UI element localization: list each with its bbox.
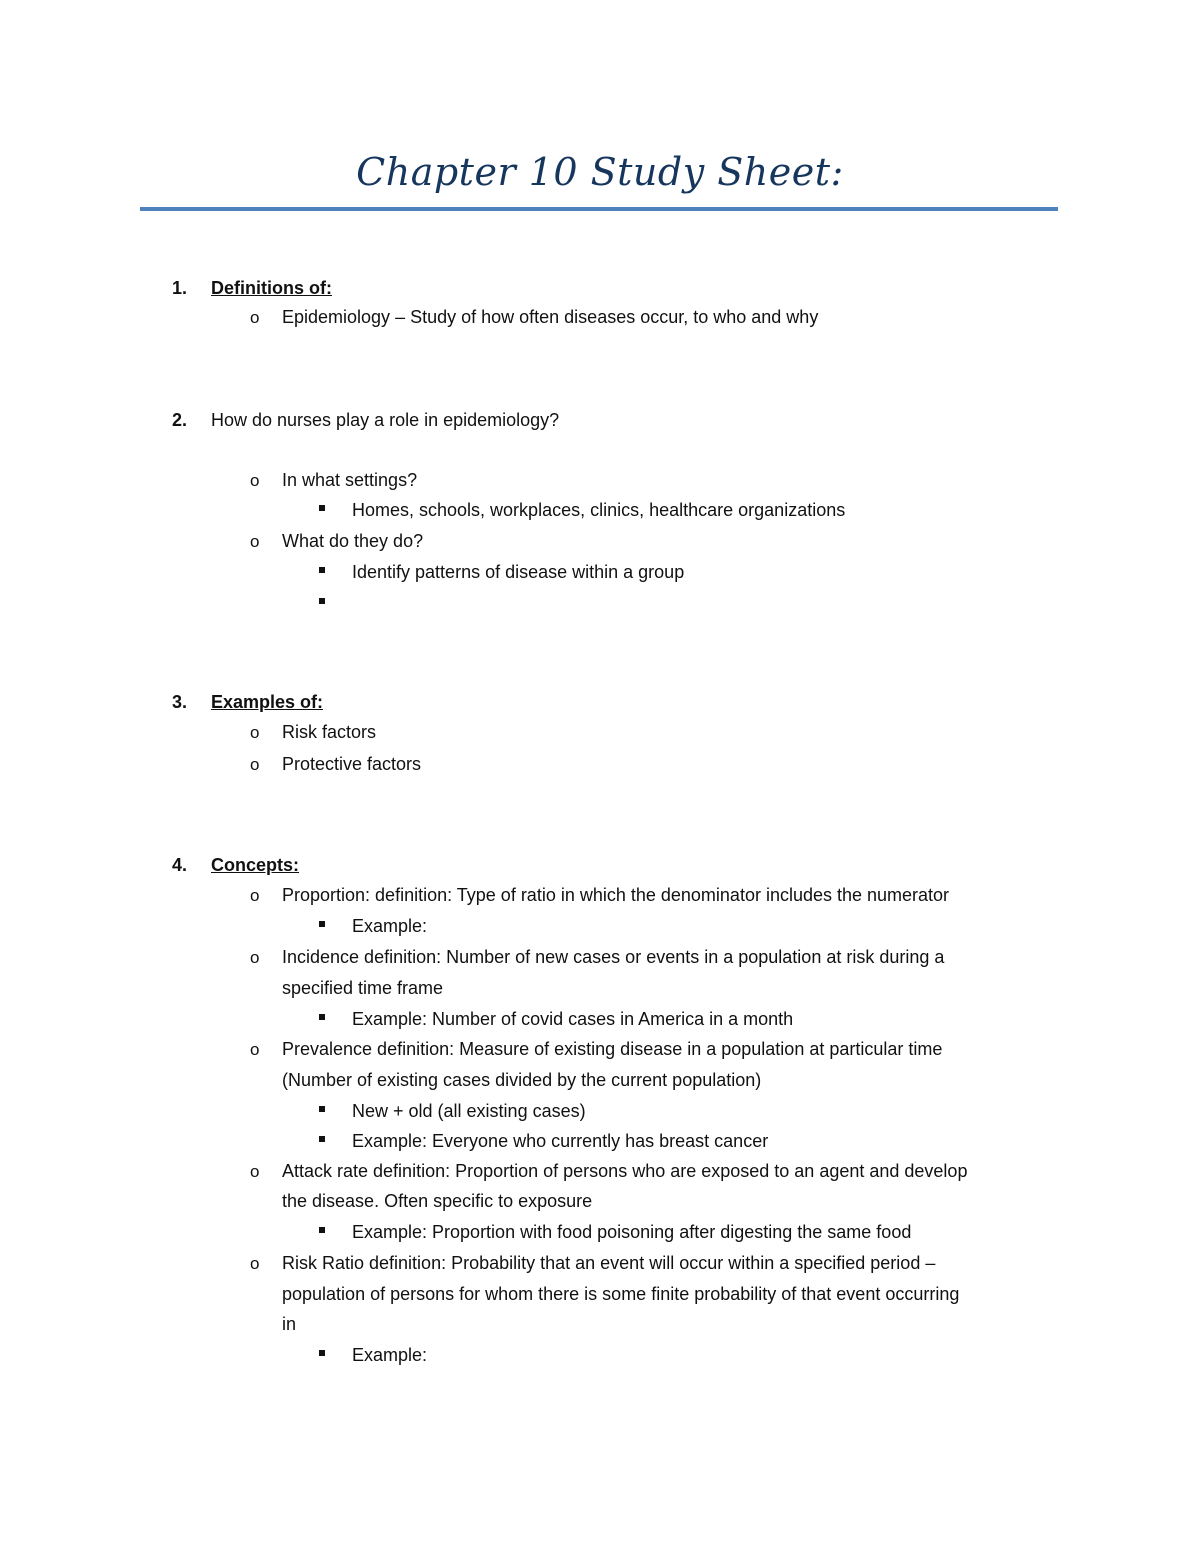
sub-list-item: Example: Number of covid cases in America in a month — [352, 1009, 794, 1029]
sub-list-item: Example: Everyone who currently has breast cancer — [352, 1131, 769, 1151]
section-heading: Examples of: — [211, 692, 324, 712]
square-bullet-icon — [319, 1136, 325, 1142]
list-item-continuation: in — [282, 1314, 297, 1334]
hollow-bullet-icon: o — [250, 755, 260, 774]
square-bullet-icon — [319, 1106, 325, 1112]
title-underline — [140, 207, 1058, 211]
square-bullet-icon — [319, 1350, 325, 1356]
page-title: Chapter 10 Study Sheet: — [356, 150, 844, 194]
list-item-continuation: population of persons for whom there is some finite probability of that event occurring — [282, 1284, 960, 1304]
hollow-bullet-icon: o — [250, 948, 260, 967]
sub-list-item: Identify patterns of disease within a group — [352, 562, 685, 582]
sub-list-item: New + old (all existing cases) — [352, 1101, 586, 1121]
square-bullet-icon — [319, 598, 325, 604]
section-heading: Concepts: — [211, 855, 300, 875]
sub-list-item: Example: — [352, 916, 428, 936]
section-heading: How do nurses play a role in epidemiology? — [211, 410, 560, 430]
hollow-bullet-icon: o — [250, 886, 260, 905]
list-item: Risk factors — [282, 722, 377, 742]
section-number: 3. — [172, 692, 188, 712]
sub-list-item: Homes, schools, workplaces, clinics, healthcare organizations — [352, 500, 846, 520]
list-item: Attack rate definition: Proportion of persons who are exposed to an agent and develop — [282, 1161, 968, 1181]
hollow-bullet-icon: o — [250, 723, 260, 742]
square-bullet-icon — [319, 1014, 325, 1020]
list-item: Prevalence definition: Measure of existing disease in a population at particular time — [282, 1039, 943, 1059]
list-item-continuation: specified time frame — [282, 978, 444, 998]
list-item: In what settings? — [282, 470, 418, 490]
list-item: Epidemiology – Study of how often diseases occur, to who and why — [282, 307, 819, 327]
list-item-continuation: (Number of existing cases divided by the current population) — [282, 1070, 762, 1090]
list-item: Risk Ratio definition: Probability that an event will occur within a specified period – — [282, 1253, 936, 1273]
section-heading: Definitions of: — [211, 278, 332, 298]
hollow-bullet-icon: o — [250, 471, 260, 490]
square-bullet-icon — [319, 567, 325, 573]
list-item: Incidence definition: Number of new cases or events in a population at risk during a — [282, 947, 945, 967]
section-number: 4. — [172, 855, 188, 875]
list-item-continuation: the disease. Often specific to exposure — [282, 1191, 593, 1211]
hollow-bullet-icon: o — [250, 1162, 260, 1181]
list-item: Proportion: definition: Type of ratio in which the denominator includes the numerator — [282, 885, 950, 905]
section-number: 2. — [172, 410, 188, 430]
sub-list-item: Example: Proportion with food poisoning after digesting the same food — [352, 1222, 912, 1242]
hollow-bullet-icon: o — [250, 532, 260, 551]
hollow-bullet-icon: o — [250, 1254, 260, 1273]
square-bullet-icon — [319, 921, 325, 927]
hollow-bullet-icon: o — [250, 308, 260, 327]
square-bullet-icon — [319, 505, 325, 511]
list-item: Protective factors — [282, 754, 422, 774]
list-item: What do they do? — [282, 531, 424, 551]
sub-list-item: Example: — [352, 1345, 428, 1365]
section-number: 1. — [172, 278, 188, 298]
square-bullet-icon — [319, 1227, 325, 1233]
hollow-bullet-icon: o — [250, 1040, 260, 1059]
